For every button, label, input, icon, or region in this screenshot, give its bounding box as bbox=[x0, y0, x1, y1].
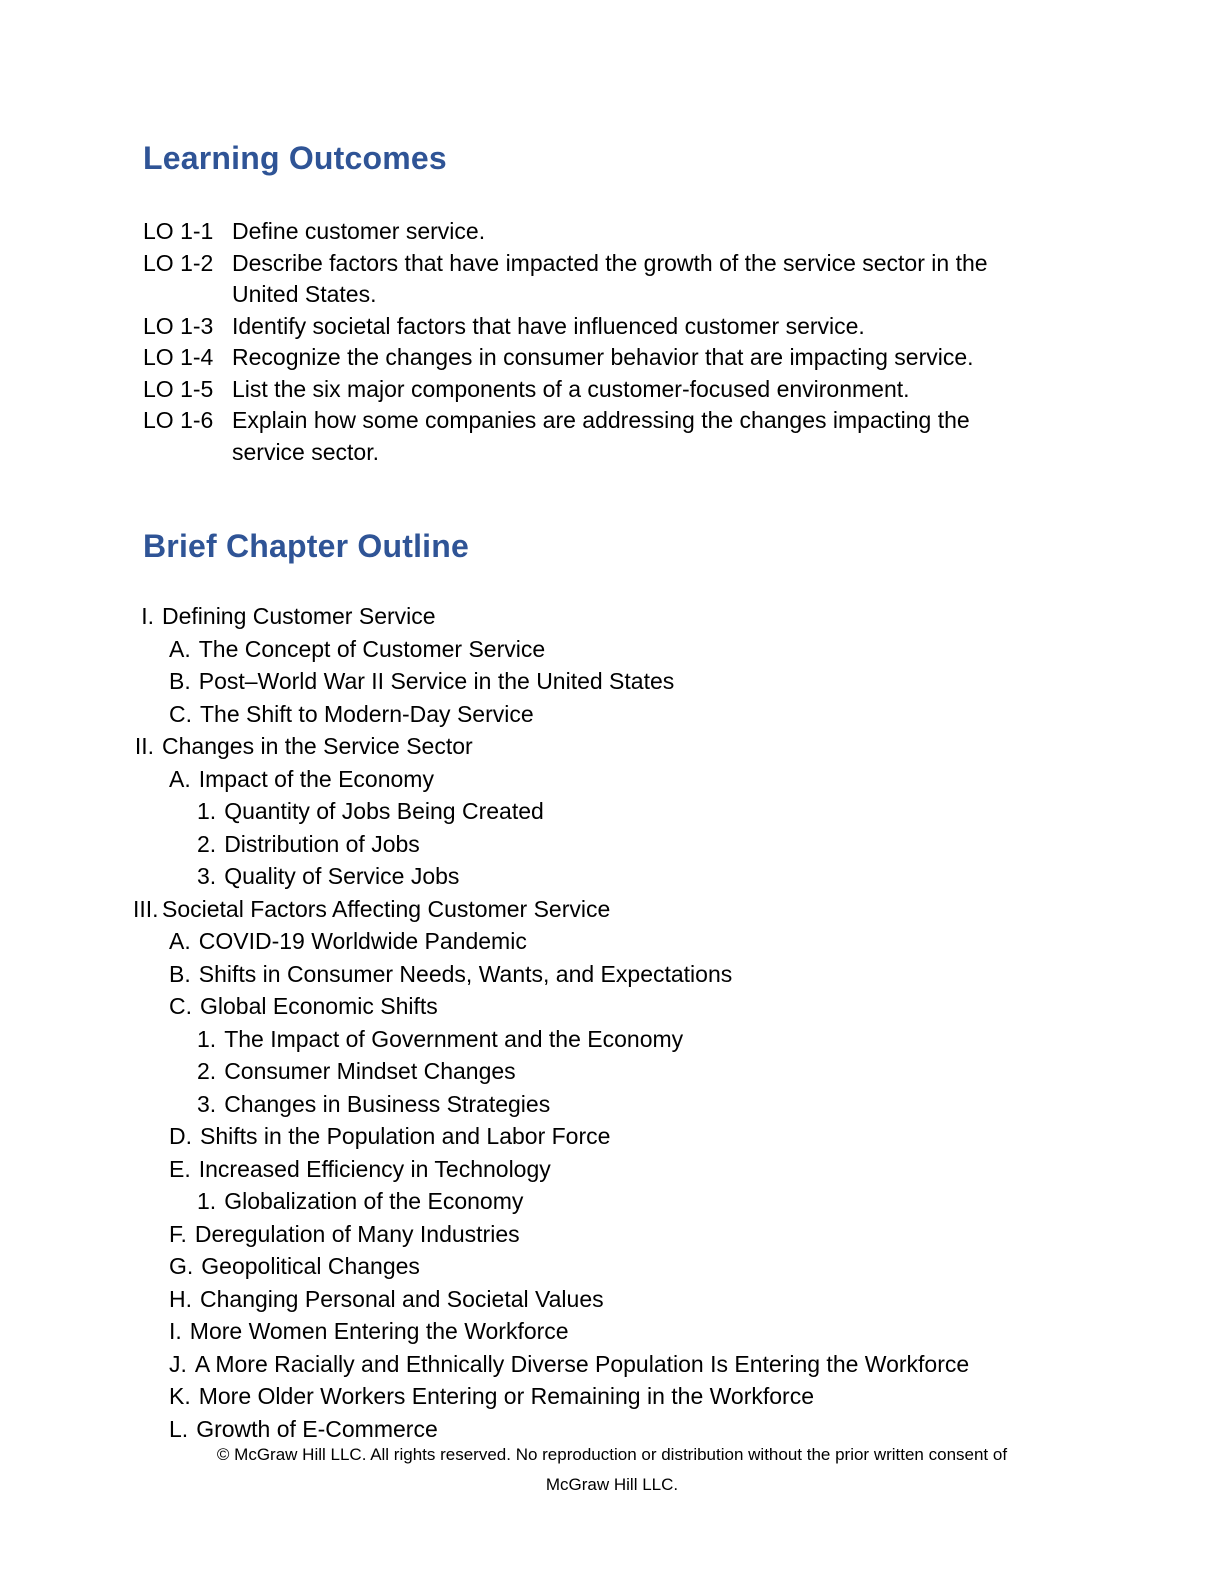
lo-number: LO 1-6 bbox=[143, 407, 214, 433]
outline-number: A. bbox=[169, 765, 191, 792]
lo-text: List the six major components of a customer-focused environment. bbox=[232, 375, 910, 402]
outline-item bbox=[143, 763, 1143, 796]
outline-text: The Shift to Modern-Day Service bbox=[200, 700, 534, 727]
outline-item bbox=[143, 1088, 1143, 1121]
lo-number: LO 1-1 bbox=[143, 218, 214, 244]
outline-number: H. bbox=[169, 1285, 192, 1312]
outline-item bbox=[143, 925, 1143, 958]
lo-text: Define customer service. bbox=[232, 218, 486, 244]
outline-number: 3. bbox=[197, 1090, 217, 1117]
outline-text: Global Economic Shifts bbox=[200, 993, 438, 1019]
outline-text: Increased Efficiency in Technology bbox=[198, 1155, 551, 1182]
outline-item bbox=[143, 860, 1143, 893]
lo-number: LO 1-2 bbox=[143, 249, 214, 276]
outline-item bbox=[143, 1218, 1143, 1251]
outline-item bbox=[143, 1315, 1143, 1348]
outline-text: Societal Factors Affecting Customer Service bbox=[162, 895, 611, 922]
outline-item bbox=[143, 828, 1143, 861]
outline-text: COVID-19 Worldwide Pandemic bbox=[198, 928, 527, 954]
outline-number: L. bbox=[169, 1415, 189, 1442]
outline-text: More Older Workers Entering or Remaining in the Workforce bbox=[198, 1383, 815, 1409]
outline-item bbox=[143, 633, 1143, 666]
outline-number: 1. bbox=[197, 798, 217, 824]
lo-text: Identify societal factors that have influenced customer service. bbox=[232, 312, 865, 339]
outline-item bbox=[143, 1250, 1143, 1283]
outline-number: C. bbox=[169, 993, 192, 1019]
lo-text-line: service sector. bbox=[232, 438, 379, 465]
outline-text: Geopolitical Changes bbox=[201, 1253, 420, 1279]
outline-item bbox=[143, 1348, 1143, 1381]
outline-number: 2. bbox=[197, 1058, 217, 1084]
outline-item bbox=[143, 698, 1143, 731]
lo-number: LO 1-4 bbox=[143, 344, 214, 370]
outline-item bbox=[143, 795, 1143, 828]
outline-text: Defining Customer Service bbox=[162, 603, 436, 629]
outline-item bbox=[143, 1055, 1143, 1088]
outline-number: III. bbox=[133, 895, 159, 922]
learning-outcome-item bbox=[143, 216, 1093, 248]
outline-text: A More Racially and Ethnically Diverse Population Is Entering the Workforce bbox=[194, 1350, 970, 1377]
outline-item bbox=[133, 600, 1143, 633]
outline-text: Growth of E-Commerce bbox=[196, 1415, 438, 1442]
outline-number: G. bbox=[169, 1253, 194, 1279]
outline-text: Quantity of Jobs Being Created bbox=[224, 798, 544, 824]
outline-number: II. bbox=[134, 733, 154, 759]
learning-outcome-item bbox=[143, 311, 1093, 343]
outline-text: More Women Entering the Workforce bbox=[189, 1318, 569, 1344]
learning-outcomes-list bbox=[143, 216, 1093, 468]
outline-text: Distribution of Jobs bbox=[224, 830, 420, 857]
outline-item bbox=[143, 958, 1143, 991]
outline-text: Shifts in Consumer Needs, Wants, and Expectations bbox=[198, 960, 733, 987]
lo-number: LO 1-5 bbox=[143, 375, 214, 402]
lo-text-line: Describe factors that have impacted the growth of the service sector in the bbox=[232, 249, 988, 276]
outline-text: Globalization of the Economy bbox=[224, 1188, 524, 1214]
outline-text: Deregulation of Many Industries bbox=[194, 1220, 520, 1247]
outline-item bbox=[143, 1120, 1143, 1153]
outline-number: F. bbox=[169, 1220, 187, 1247]
outline-number: 3. bbox=[197, 863, 217, 889]
outline-text: The Impact of Government and the Economy bbox=[224, 1025, 684, 1052]
outline-number: C. bbox=[169, 700, 192, 727]
outline-item bbox=[143, 1283, 1143, 1316]
lo-text: Recognize the changes in consumer behavior that are impacting service. bbox=[232, 344, 974, 370]
outline-item bbox=[143, 1380, 1143, 1413]
outline-number: I. bbox=[141, 603, 154, 629]
outline-number: E. bbox=[169, 1155, 191, 1182]
lo-number: LO 1-3 bbox=[143, 312, 214, 339]
chapter-outline-list bbox=[133, 600, 1143, 1445]
lo-text-line: United States. bbox=[232, 281, 377, 307]
outline-number: 2. bbox=[197, 830, 217, 857]
learning-outcome-item bbox=[143, 374, 1093, 406]
outline-item bbox=[143, 1023, 1143, 1056]
learning-outcome-item bbox=[143, 248, 1093, 311]
outline-text: Consumer Mindset Changes bbox=[224, 1058, 516, 1084]
outline-item bbox=[133, 730, 1143, 763]
outline-number: K. bbox=[169, 1383, 191, 1409]
outline-text: Changes in the Service Sector bbox=[162, 733, 473, 759]
learning-outcome-item bbox=[143, 405, 1093, 468]
copyright-line: McGraw Hill LLC. bbox=[545, 1475, 679, 1494]
outline-item bbox=[143, 990, 1143, 1023]
outline-number: I. bbox=[169, 1318, 182, 1344]
lo-text bbox=[232, 248, 1093, 311]
outline-text: Changes in Business Strategies bbox=[224, 1090, 551, 1117]
outline-number: A. bbox=[169, 635, 191, 662]
outline-text: The Concept of Customer Service bbox=[198, 635, 546, 662]
outline-text: Changing Personal and Societal Values bbox=[200, 1285, 604, 1312]
outline-item bbox=[133, 893, 1143, 926]
outline-number: D. bbox=[169, 1123, 192, 1149]
outline-text: Shifts in the Population and Labor Force bbox=[200, 1123, 611, 1149]
outline-item bbox=[143, 1153, 1143, 1186]
learning-outcomes-heading: Learning Outcomes bbox=[143, 140, 447, 176]
learning-outcome-item bbox=[143, 342, 1093, 374]
outline-number: B. bbox=[169, 960, 191, 987]
outline-item bbox=[143, 665, 1143, 698]
outline-text: Quality of Service Jobs bbox=[224, 863, 460, 889]
copyright-line: © McGraw Hill LLC. All rights reserved. No reproduction or distribution without the prior written consent of bbox=[216, 1445, 1008, 1464]
outline-number: A. bbox=[169, 928, 191, 954]
outline-number: 1. bbox=[197, 1188, 217, 1214]
brief-chapter-outline-heading: Brief Chapter Outline bbox=[143, 528, 470, 564]
outline-number: J. bbox=[169, 1350, 187, 1377]
outline-text: Impact of the Economy bbox=[198, 765, 434, 792]
outline-item bbox=[143, 1185, 1143, 1218]
lo-text-line: Explain how some companies are addressing the changes impacting the bbox=[232, 407, 970, 433]
page-footer bbox=[0, 1440, 1224, 1500]
outline-text: Post–World War II Service in the United States bbox=[198, 668, 675, 694]
outline-number: 1. bbox=[197, 1025, 217, 1052]
lo-text bbox=[232, 405, 1093, 468]
outline-number: B. bbox=[169, 668, 191, 694]
